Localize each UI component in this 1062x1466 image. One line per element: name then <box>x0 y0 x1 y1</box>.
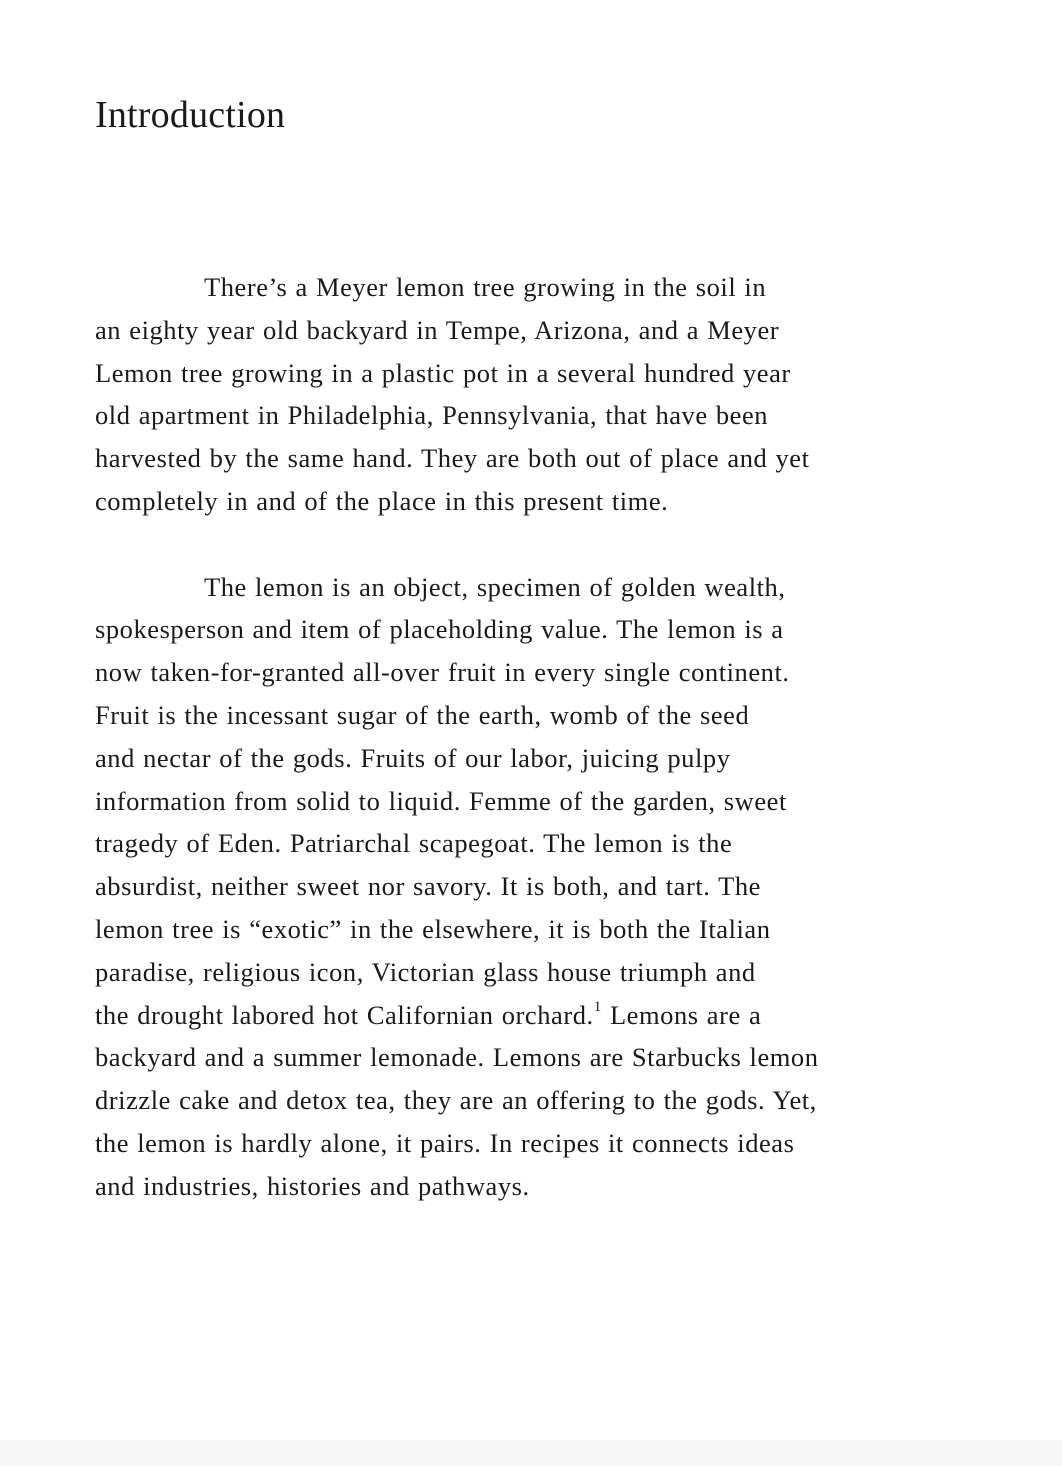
text-line: drizzle cake and detox tea, they are an offering to the gods. Yet, <box>95 1085 817 1116</box>
text-line: paradise, religious icon, Victorian glass house triumph and <box>95 956 756 987</box>
text-line: absurdist, neither sweet nor savory. It is both, and tart. The <box>95 871 761 902</box>
paragraph-2 <box>95 566 975 1208</box>
text-fragment: the drought labored hot Californian orchard. <box>95 999 594 1030</box>
text-line: backyard and a summer lemonade. Lemons are Starbucks lemon <box>95 1042 819 1073</box>
text-line: information from solid to liquid. Femme of the garden, sweet <box>95 785 787 816</box>
text-line: Fruit is the incessant sugar of the earth, womb of the seed <box>95 699 750 730</box>
text-line: and nectar of the gods. Fruits of our labor, juicing pulpy <box>95 742 731 773</box>
text-line: Lemon tree growing in a plastic pot in a several hundred year <box>95 357 791 388</box>
page-bottom-edge <box>0 1440 1062 1466</box>
text-line: the lemon is hardly alone, it pairs. In recipes it connects ideas <box>95 1127 795 1158</box>
text-line-with-footnote <box>95 994 975 1037</box>
text-line: now taken-for-granted all-over fruit in every single continent. <box>95 657 790 688</box>
footnote-marker[interactable]: 1 <box>593 998 602 1015</box>
text-line: harvested by the same hand. They are both out of place and yet <box>95 443 810 474</box>
text-line: lemon tree is “exotic” in the elsewhere, it is both the Italian <box>95 913 771 944</box>
body-text <box>95 266 975 1208</box>
paragraph-1 <box>95 266 975 523</box>
text-fragment: Lemons are a <box>601 999 762 1030</box>
text-line: and industries, histories and pathways. <box>95 1170 530 1201</box>
text-line: The lemon is an object, specimen of golden wealth, <box>204 571 786 602</box>
text-line: old apartment in Philadelphia, Pennsylvania, that have been <box>95 400 769 431</box>
text-line: completely in and of the place in this present time. <box>95 485 669 516</box>
text-line: an eighty year old backyard in Tempe, Arizona, and a Meyer <box>95 314 780 345</box>
text-line: There’s a Meyer lemon tree growing in the soil in <box>204 272 767 302</box>
page-title: Introduction <box>95 94 286 136</box>
text-line: spokesperson and item of placeholding value. The lemon is a <box>95 614 784 645</box>
text-line: tragedy of Eden. Patriarchal scapegoat. The lemon is the <box>95 828 733 859</box>
